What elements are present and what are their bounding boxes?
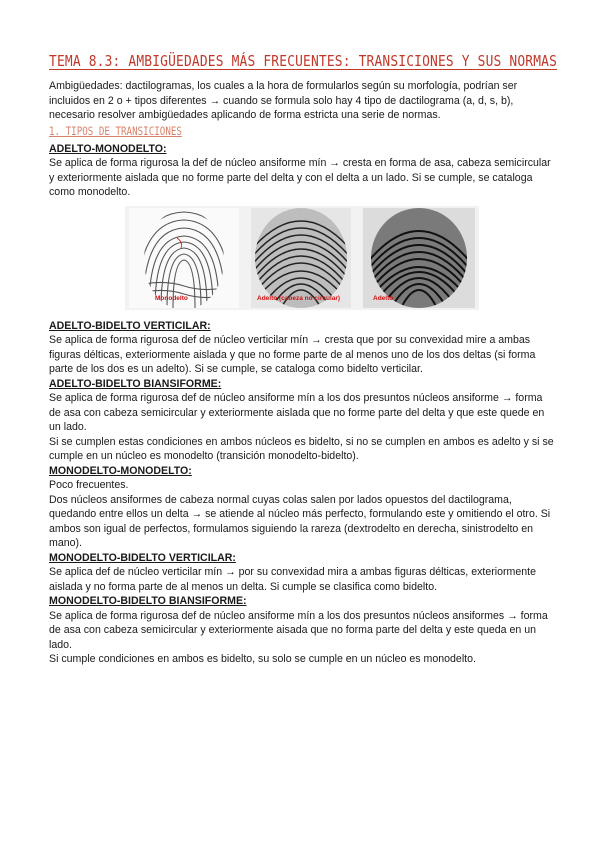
fingerprint-icon bbox=[363, 208, 475, 308]
heading-adelto-monodelto: ADELTO-MONODELTO: bbox=[49, 142, 167, 155]
caption-adelto: Adelto bbox=[373, 294, 394, 302]
paragraph: Poco frecuentes. bbox=[49, 479, 129, 491]
fingerprint-image-monodelto bbox=[129, 208, 239, 308]
fingerprint-icon bbox=[251, 208, 351, 308]
section-heading: 1. TIPOS DE TRANSICIONES bbox=[49, 123, 182, 138]
heading-monodelto-bidelto-biansiforme: MONODELTO-BIDELTO BIANSIFORME: bbox=[49, 595, 247, 607]
fingerprint-image-adelto-cabeza bbox=[251, 208, 351, 308]
paragraph: Si se cumplen estas condiciones en ambos núcleos es bidelto, si no se cumplen en ambos es adelto y si se cumple en un núcleo es monodelto (transición monodelto-bidelto). bbox=[49, 435, 554, 462]
paragraph: Si cumple condiciones en ambos es bidelto, su solo se cumple en un núcleo es monodelto. bbox=[49, 653, 476, 665]
caption-monodelto: Monodelto bbox=[155, 294, 188, 302]
intro-paragraph: Ambigüedades: dactilogramas, los cuales a la hora de formularlos según su morfología, podrían ser incluidos en 2 o + tipos diferentes → cuando se formula solo hay 4 tipo de dactilograma (a, d, s, b), necesario resolver ambigüedades aplicando de forma estricta una serie de normas. bbox=[49, 80, 518, 121]
heading-adelto-bidelto-biansiforme: ADELTO-BIDELTO BIANSIFORME: bbox=[49, 377, 222, 390]
paragraph: Se aplica de forma rigurosa def de núcleo ansiforme mín a los dos presuntos núcleos ansiformes → forma de asa con cabeza semicircular y exteriormente aisada que no forma parte del delta y este queda en un lado. bbox=[49, 609, 548, 651]
fingerprint-icon bbox=[129, 208, 239, 308]
paragraph: Se aplica de forma rigurosa la def de núcleo ansiforme mín → cresta en forma de asa, cabeza semicircular y exteriormente aislada que no forme parte del delta y con el delta a un lado. Si se cumple, se cataloga como monodelto. bbox=[49, 157, 551, 198]
paragraph: Se aplica de forma rigurosa def de núcleo verticilar mín → cresta que por su convexidad mire a ambas figuras délticas, exteriormente aislada y que no forme parte de al menos uno de los dos deltas (si forma parte de los dos es un adelto). Si se cumple, se cataloga como bidelto verticilar. bbox=[49, 334, 536, 375]
heading-monodelto-bidelto-verticilar: MONODELTO-BIDELTO VERTICILAR: bbox=[49, 551, 236, 564]
paragraph: Dos núcleos ansiformes de cabeza normal cuyas colas salen por lados opuestos del dactilograma, quedando entre ellos un delta → se atiende al núcleo más perfecto, formulando este y omitiendo el otro. Si ambos son igual de perfectos, formulamos siguiendo la rareza (dextrodelto en derecha, sinistrodelto en mano). bbox=[49, 493, 551, 549]
page-title: TEMA 8.3: AMBIGÜEDADES MÁS FRECUENTES: TRANSICIONES Y SUS NORMAS bbox=[49, 52, 558, 70]
fingerprint-image-adelto bbox=[363, 208, 475, 308]
heading-adelto-bidelto-verticilar: ADELTO-BIDELTO VERTICILAR: bbox=[49, 319, 211, 332]
fingerprint-figure bbox=[125, 206, 479, 310]
heading-monodelto-monodelto: MONODELTO-MONODELTO: bbox=[49, 464, 192, 477]
document-page bbox=[49, 52, 558, 667]
paragraph: Se aplica def de núcleo verticilar mín → por su convexidad mira a ambas figuras délticas, exteriormente aislada y no forma parte de al menos un delta. Si cumple se clasifica como bidelto. bbox=[49, 566, 536, 593]
caption-adelto-cabeza: Adelto (cabeza no circular) bbox=[257, 294, 341, 302]
paragraph: Se aplica de forma rigurosa def de núcleo ansiforme mín a los dos presuntos núcleos ansiforme → forma de asa con cabeza semicircular y exteriormente aislada que no forme parte del delta y que este quede en un lado. bbox=[49, 392, 545, 433]
